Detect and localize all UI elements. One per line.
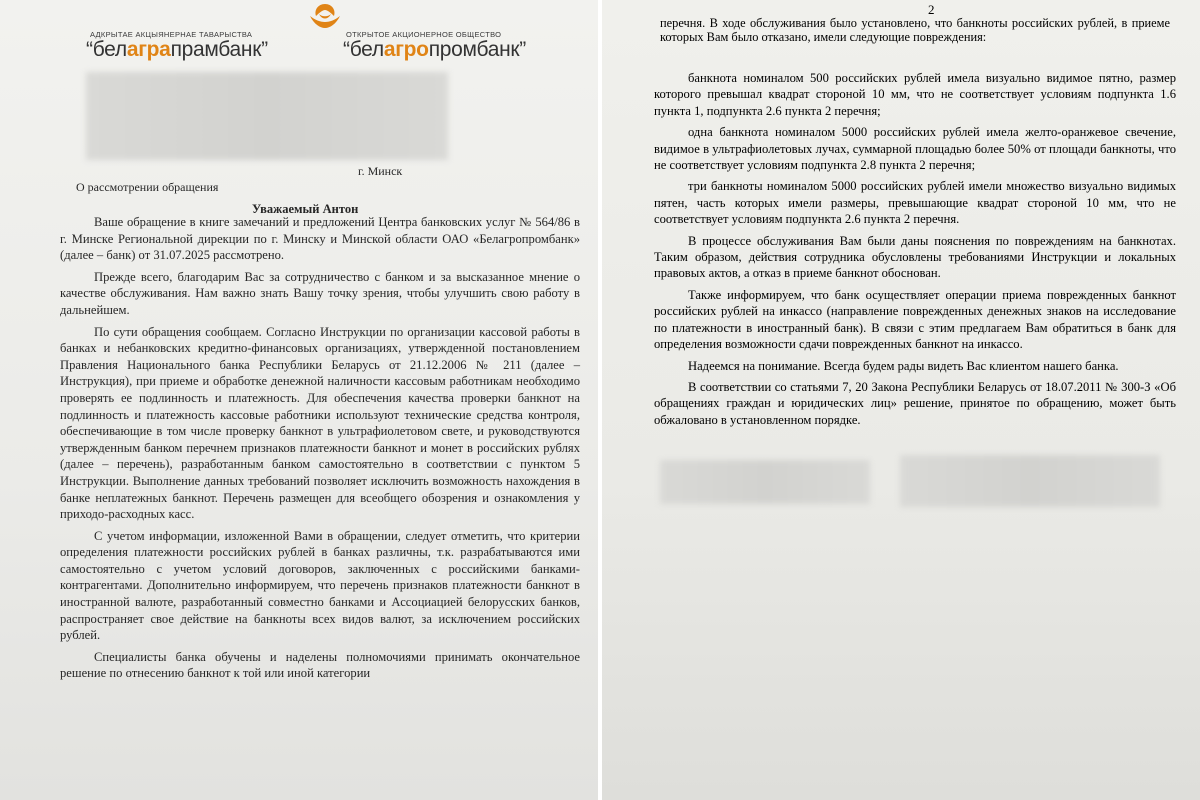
paragraph: одна банкнота номиналом 5000 российских рублей имела желто-оранжевое свечение, видимое в ультрафиолетовых лучах, суммарной площадью более 50% от площади банкноты, что не соответствует условиям подпункта 2.8 пункта 2 перечня;: [654, 125, 1176, 173]
header-right-bank-name: “белагропромбанк”: [343, 38, 526, 61]
paragraph: В процессе обслуживания Вам были даны пояснения по повреждениям на банкнотах. Таким образом, действия сотрудника обусловлены требованиями Инструкции и локальных правовых актов, а отказ в приеме банкнот обоснован.: [654, 233, 1176, 281]
paragraph: С учетом информации, изложенной Вами в обращении, следует отметить, что критерии определения платежности российских рублей в банках различны, т.к. разрабатываются ими самостоятельно с учетом условий договоров, заключенных с российскими банками-контрагентами. Дополнительно информируем, что перечень признаков платежности банкнот в иностранной валюте, разработанный совместно банками и Ассоциацией белорусских банков, распространяет свое действие на банкноты всех видов валют, за исключением российских рублей.: [60, 528, 580, 643]
paragraph: Ваше обращение в книге замечаний и предложений Центра банковских услуг № 564/86 в г. Минске Региональной дирекции по г. Минску и Минской области ОАО «Белагропромбанк» (далее – банк) от 31.07.2025 рассмотрено.: [60, 215, 580, 263]
paragraph: В соответствии со статьями 7, 20 Закона Республики Беларусь от 18.07.2011 № 300-З «Об обращениях граждан и юридических лиц» решение, принятое по обращению, может быть обжаловано в установленном порядке.: [654, 379, 1176, 427]
letter-body-page-1: [60, 214, 580, 682]
city-label: г. Минск: [358, 164, 403, 178]
redacted-recipient-block: [86, 72, 448, 160]
paragraph: три банкноты номиналом 5000 российских рублей имели множество визуально видимых пятен, часть которых имели размеры, превышающие квадрат стороной 10 мм, что не соответствует условиям подпункта 2.6 пункта 2 перечня.: [654, 179, 1176, 227]
letter-body-page-2: [654, 70, 1176, 428]
letter-greeting: Уважаемый Антон: [252, 202, 359, 216]
header-right-org-type: ОТКРЫТОЕ АКЦИОНЕРНОЕ ОБЩЕСТВО: [346, 30, 502, 39]
header-left-org-type: АДКРЫТАЕ АКЦЫЯНЕРНАЕ ТАВАРЫСТВА: [90, 30, 253, 39]
continuation-text: перечня. В ходе обслуживания было установлено, что банкноты российских рублей, в приеме которых Вам было отказано, имели следующие повреждения:: [660, 16, 1170, 44]
paragraph: Прежде всего, благодарим Вас за сотрудничество с банком и за высказанное мнение о качестве обслуживания. Нам важно знать Вашу точку зрения, чтобы улучшить свою работу в дальнейшем.: [60, 269, 580, 317]
letter-page-1: [0, 0, 598, 800]
header-left-bank-name: “белаграпрамбанк”: [86, 38, 268, 61]
page-number: 2: [928, 2, 935, 17]
bank-logo-icon: [304, 2, 346, 30]
paragraph: По сути обращения сообщаем. Согласно Инструкции по организации кассовой работы в банках и небанковских кредитно-финансовых организациях, утвержденной постановлением Правления Национального банка Республики Беларусь от 21.12.2006 № 211 (далее – Инструкция), при приеме и обработке денежной наличности кассовым работникам необходимо проверять ее подлинность и платежность. Для обеспечения качества проверки банкнот на подлинность и платежность кассовые работники используют технические средства контроля, обеспечивающие в том числе проверку банкнот в ультрафиолетовом свете, и руководствуются утвержденным банком перечнем признаков платежности банкнот и монет в российских рублях (далее – перечень), разработанным банком самостоятельно в соответствии с пунктом 5 Инструкции. Выполнение данных требований позволяет исключить возможность нахождения в банке неплатежных банкнот. Перечень размещен для всеобщего обозрения и ознакомления у приходо-расходных касс.: [60, 324, 580, 522]
redacted-signatory-title: [660, 460, 870, 504]
paragraph: Также информируем, что банк осуществляет операции приема поврежденных банкнот российских рублей на инкассо (направление поврежденных денежных знаков на исследование по платежности в иностранный банк). В связи с этим предлагаем Вам обратиться в банк для определения возможности сдачи поврежденных банкнот на инкассо.: [654, 287, 1176, 352]
paragraph: Специалисты банка обучены и наделены полномочиями принимать окончательное решение по отнесению банкнот к той или иной категории: [60, 649, 580, 681]
paragraph: банкнота номиналом 500 российских рублей имела визуально видимое пятно, размер которого превышал квадрат стороной 10 мм, что не соответствует условиям подпункта 1.6 пункта 1, подпункта 2.6 пункта 2 перечня;: [654, 71, 1176, 118]
paragraph: Надеемся на понимание. Всегда будем рады видеть Вас клиентом нашего банка.: [688, 358, 1119, 373]
letter-subject: О рассмотрении обращения: [76, 180, 219, 194]
redacted-signature-block: [900, 455, 1160, 507]
